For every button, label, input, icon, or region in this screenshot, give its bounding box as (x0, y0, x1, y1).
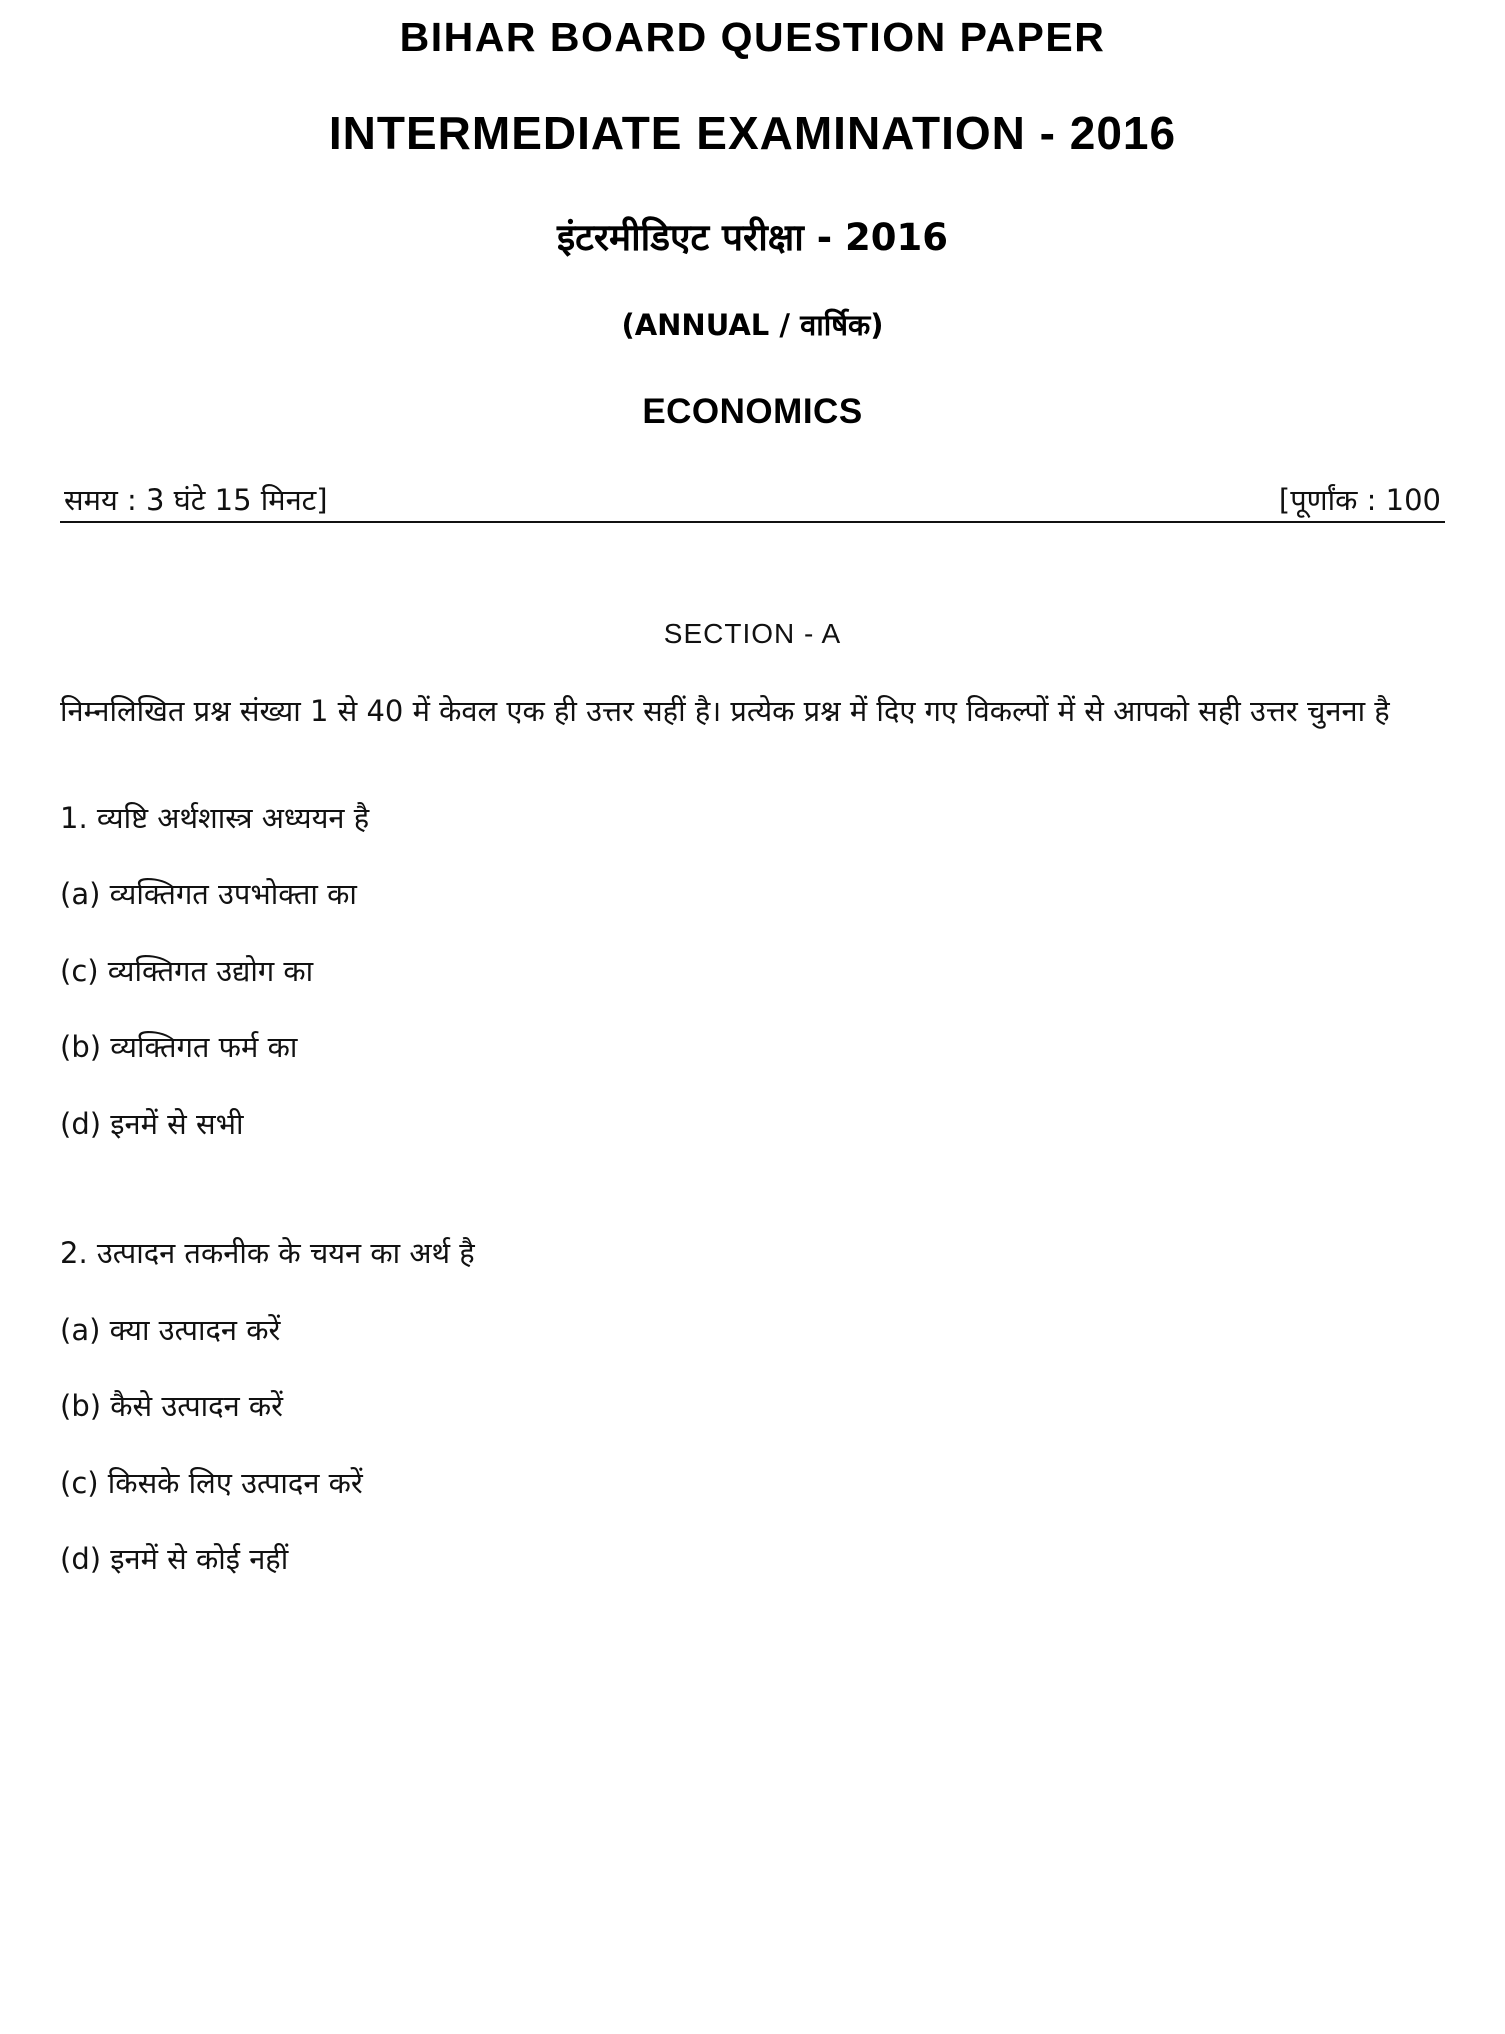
section-instructions: निम्नलिखित प्रश्न संख्या 1 से 40 में केवल एक ही उत्तर सहीं है। प्रत्येक प्रश्न में दिए गए विकल्पों में से आपको सही उत्तर चुनना है (60, 694, 1390, 728)
question-text: 2. उत्पादन तकनीक के चयन का अर्थ है (60, 1236, 475, 1271)
exam-time: समय : 3 घंटे 15 मिनट] (64, 483, 328, 517)
exam-title-hindi: इंटरमीडिएट परीक्षा - 2016 (557, 216, 948, 259)
question-option[interactable]: (c) व्यक्तिगत उद्योग का (60, 953, 314, 988)
section-heading: SECTION - A (663, 618, 842, 649)
question-text: 1. व्यष्टि अर्थशास्त्र अध्ययन है (60, 800, 370, 835)
exam-meta-row (60, 480, 1445, 523)
question-option[interactable]: (b) व्यक्तिगत फर्म का (60, 1030, 298, 1065)
question-option[interactable]: (d) इनमें से सभी (60, 1106, 244, 1141)
question-option[interactable]: (a) व्यक्तिगत उपभोक्ता का (60, 877, 357, 912)
question-option[interactable]: (d) इनमें से कोई नहीं (60, 1542, 289, 1577)
exam-full-marks: [पूर्णांक : 100 (1278, 483, 1441, 517)
question-option[interactable]: (b) कैसे उत्पादन करें (60, 1389, 284, 1424)
exam-title: INTERMEDIATE EXAMINATION - 2016 (328, 107, 1177, 159)
question-option[interactable]: (a) क्या उत्पादन करें (60, 1312, 281, 1347)
exam-type: (ANNUAL / वार्षिक) (621, 308, 884, 342)
question-item (60, 797, 1445, 1147)
subject-title: ECONOMICS (642, 392, 863, 431)
question-item (60, 1232, 1445, 1582)
question-option[interactable]: (c) किसके लिए उत्पादन करें (60, 1465, 363, 1500)
board-title: BIHAR BOARD QUESTION PAPER (399, 14, 1106, 60)
